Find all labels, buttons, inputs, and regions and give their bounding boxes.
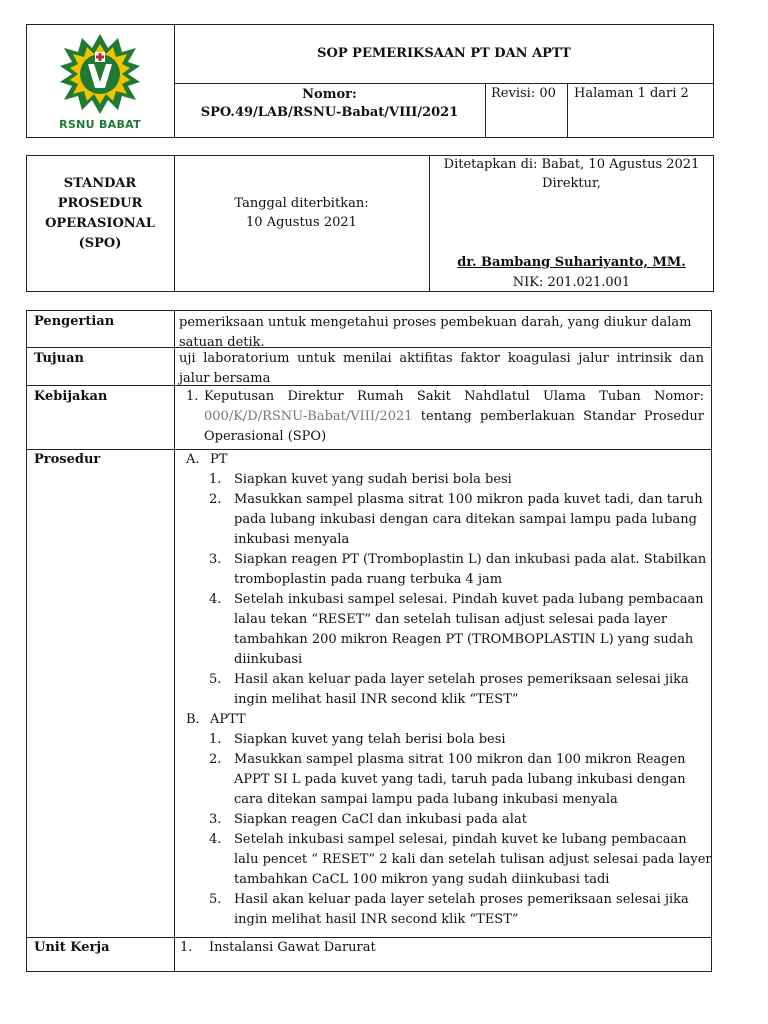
spo-label-line: OPERASIONAL: [45, 216, 155, 231]
section-heading: [186, 710, 706, 730]
halaman: Halaman 1 dari 2: [574, 86, 689, 101]
pengertian-line: pemeriksaan untuk mengetahui proses pembekuan darah, yang diukur dalam: [179, 315, 692, 330]
list-item-line: Siapkan reagen CaCl dan inkubasi pada alat: [234, 812, 527, 827]
unit-kerja-value: Instalansi Gawat Darurat: [209, 940, 376, 955]
kebijakan-line: Operasional (SPO): [204, 429, 327, 444]
pengertian-text: [179, 313, 704, 353]
header-divider-halaman: [567, 83, 568, 138]
list-item: [186, 550, 706, 590]
list-item-number: 3.: [209, 552, 222, 567]
signer-name: dr. Bambang Suhariyanto, MM.: [457, 255, 686, 270]
kebijakan-line-rest: tentang pemberlakuan Standar Prosedur: [412, 409, 704, 424]
list-item-line: lalau tekan “RESET” dan setelah tulisan adjust selesai pada layer: [234, 612, 668, 627]
kebijakan-nomor: 000/K/D/RSNU-Babat/VIII/2021: [204, 409, 413, 424]
prosedur-list: [186, 450, 712, 930]
unit-kerja-label: Unit Kerja: [34, 940, 110, 955]
pengertian-label: Pengertian: [34, 314, 115, 329]
tanggal-value: 10 Agustus 2021: [246, 215, 357, 230]
hospital-logo: [48, 32, 152, 132]
tujuan-line: jalur bersama: [179, 371, 271, 386]
list-item: [186, 730, 706, 750]
list-item: [186, 750, 706, 810]
list-item-line: Hasil akan keluar pada layer setelah proses pemeriksaan selesai jika: [234, 892, 689, 907]
prosedur-label: Prosedur: [34, 452, 101, 467]
list-item-line: inkubasi menyala: [234, 532, 350, 547]
list-item-line: Setelah inkubasi sampel selesai, pindah kuvet ke lubang pembacaan: [234, 832, 687, 847]
list-item-text: [234, 670, 706, 710]
unit-kerja-num: 1.: [180, 940, 193, 955]
list-item-text: [234, 890, 706, 930]
document-title: SOP PEMERIKSAAN PT DAN APTT: [317, 46, 571, 61]
nomor-label: Nomor:: [302, 87, 357, 102]
section-title: APTT: [210, 712, 246, 727]
list-item-line: Siapkan reagen PT (Tromboplastin L) dan inkubasi pada alat. Stabilkan: [234, 552, 707, 567]
list-item-number: 4.: [209, 832, 222, 847]
logo-text: RSNU BABAT: [59, 118, 141, 131]
section-title: PT: [210, 452, 228, 467]
nomor-value: SPO.49/LAB/RSNU-Babat/VIII/2021: [200, 105, 459, 120]
list-item-number: 1.: [209, 732, 222, 747]
list-item: [186, 470, 706, 490]
tujuan-text: [179, 349, 704, 389]
list-item-number: 5.: [209, 672, 222, 687]
list-item: [186, 590, 706, 670]
list-item-text: [234, 470, 706, 490]
spo-label-line: STANDAR: [63, 176, 137, 191]
list-item-line: Setelah inkubasi sampel selesai. Pindah kuvet pada lubang pembacaan: [234, 592, 704, 607]
pengertian-line: satuan detik.: [179, 335, 265, 350]
list-item: [186, 830, 712, 890]
kebijakan-text: [204, 387, 704, 447]
list-item-line: tambahkan 200 mikron Reagen PT (TROMBOPLASTIN L) yang sudah: [234, 632, 694, 647]
list-item-text: [234, 750, 706, 810]
tujuan-line: uji laboratorium untuk menilai aktifitas faktor koagulasi jalur intrinsik dan: [179, 351, 704, 366]
spo-label-line: (SPO): [78, 236, 122, 251]
spo-label-line: PROSEDUR: [57, 196, 143, 211]
list-item-line: APPT SI L pada kuvet yang tadi, taruh pada lubang inkubasi dengan: [234, 772, 686, 787]
list-item-number: 1.: [209, 472, 222, 487]
list-item-number: 2.: [209, 752, 222, 767]
list-item-line: lalu pencet “ RESET” 2 kali dan setelah tulisan adjust selesai pada layer: [234, 852, 712, 867]
kebijakan-num: 1.: [186, 389, 199, 404]
list-item-text: [234, 810, 706, 830]
spo-label: [26, 174, 174, 254]
list-item-line: diinkubasi: [234, 652, 303, 667]
list-item-line: pada lubang inkubasi dengan cara ditekan sampai lampu pada lubang: [234, 512, 697, 527]
list-item-line: Siapkan kuvet yang telah berisi bola besi: [234, 732, 506, 747]
list-item-number: 2.: [209, 492, 222, 507]
list-item: [186, 890, 706, 930]
list-item-number: 4.: [209, 592, 222, 607]
kebijakan-label: Kebijakan: [34, 389, 108, 404]
list-item-line: Masukkan sampel plasma sitrat 100 mikron dan 100 mikron Reagen: [234, 752, 686, 767]
list-item-number: 3.: [209, 812, 222, 827]
content-divider: [174, 310, 175, 972]
star-crest-icon: [48, 32, 152, 116]
list-item-text: [234, 490, 706, 550]
list-item-text: [234, 730, 706, 750]
list-item-line: Masukkan sampel plasma sitrat 100 mikron pada kuvet tadi, dan taruh: [234, 492, 703, 507]
section-letter: B.: [186, 712, 200, 727]
list-item: [186, 670, 706, 710]
list-item-line: Hasil akan keluar pada layer setelah proses pemeriksaan selesai jika: [234, 672, 689, 687]
revisi: Revisi: 00: [491, 86, 556, 101]
section-heading: [186, 450, 706, 470]
list-item: [186, 810, 706, 830]
tujuan-label: Tujuan: [34, 351, 84, 366]
list-item-text: [234, 830, 712, 890]
signer-nik: NIK: 201.021.001: [512, 275, 631, 290]
list-item-number: 5.: [209, 892, 222, 907]
list-item-text: [234, 590, 706, 670]
header-divider-revisi: [485, 83, 486, 138]
list-item-line: ingin melihat hasil INR second klik “TEST”: [234, 912, 519, 927]
list-item-text: [234, 550, 706, 590]
tanggal-label: Tanggal diterbitkan:: [234, 196, 369, 211]
list-item: [186, 490, 706, 550]
list-item-line: cara ditekan sampai lampu pada lubang inkubasi menyala: [234, 792, 618, 807]
list-item-line: Siapkan kuvet yang sudah berisi bola besi: [234, 472, 512, 487]
kebijakan-line: Keputusan Direktur Rumah Sakit Nahdlatul Ulama Tuban Nomor:: [204, 389, 704, 404]
kebijakan-line: [204, 407, 704, 427]
list-item-line: ingin melihat hasil INR second klik “TEST”: [234, 692, 519, 707]
ditetapkan: Ditetapkan di: Babat, 10 Agustus 2021: [443, 157, 700, 172]
list-item-line: tambahkan CaCL 100 mikron yang sudah diinkubasi tadi: [234, 872, 610, 887]
section-letter: A.: [186, 452, 200, 467]
direktur-title: Direktur,: [542, 176, 601, 191]
list-item-line: tromboplastin pada ruang terbuka 4 jam: [234, 572, 503, 587]
